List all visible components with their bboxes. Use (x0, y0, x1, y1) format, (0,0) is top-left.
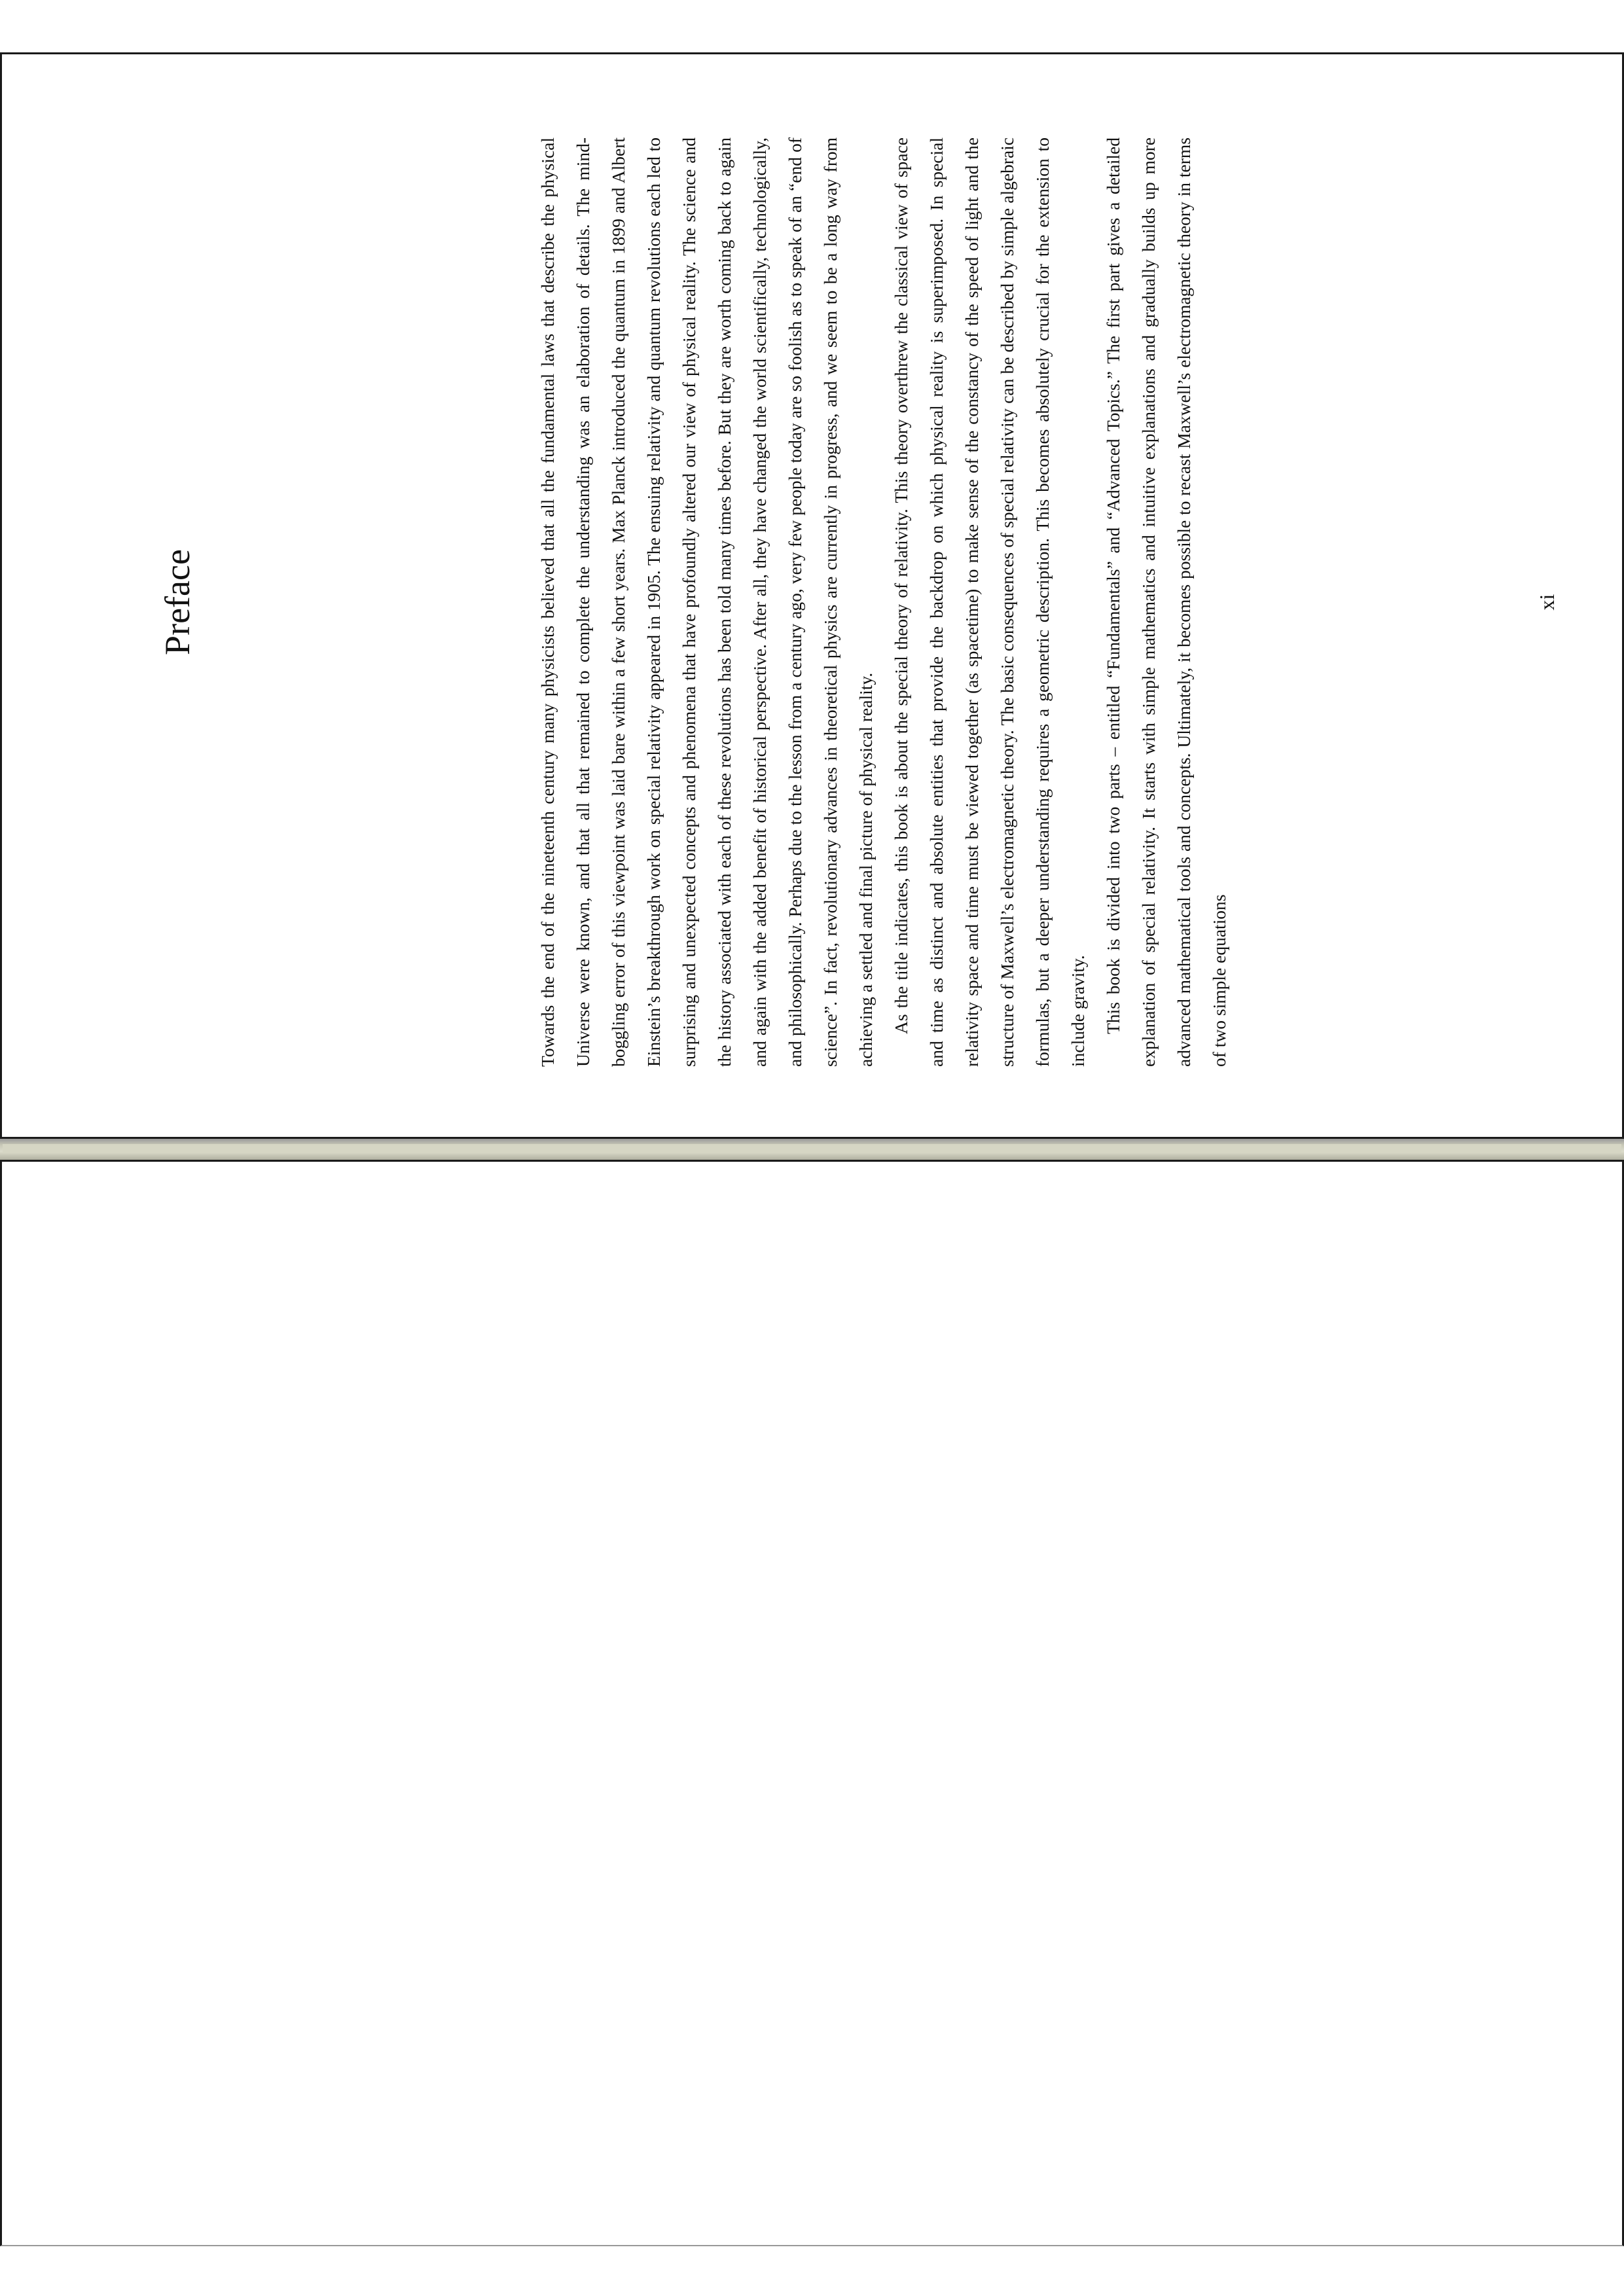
document-page-bottom (0, 1160, 1624, 2246)
paragraph: This book is divided into two parts – entitled “Fundamentals” and “Advanced Topics.” The first part gives a detailed explanation of special relativity. It starts with simple mathematics and intuitive explanations and gradually builds up more advanced mathematical tools and concepts. Ultimately, it becomes possible to recast Maxwell’s electromagnetic theory in terms of two simple equations (1103, 137, 1229, 1067)
body-text (530, 137, 1237, 1067)
rotated-page-content (157, 137, 1559, 1067)
page-number: xi (1535, 594, 1559, 611)
page-title: Preface (158, 549, 197, 655)
paragraph: As the title indicates, this book is about the special theory of relativity. This theory overthrew the classical view of space and time as distinct and absolute entities that provide the backdrop on which physical reality is superimposed. In special relativity space and time must be viewed together (as spacetime) to make sense of the constancy of the speed of light and the structure of Maxwell’s electromagnetic theory. The basic consequences of special relativity can be described by simple algebraic formulas, but a deeper understanding requires a geometric description. This becomes absolutely crucial for the extension to include gravity. (891, 137, 1088, 1067)
page-separator (0, 1139, 1624, 1160)
paragraph: Towards the end of the nineteenth century many physicists believed that all the fundamental laws that describe the physical Universe were known, and that all that remained to complete the understanding was an elaboration of details. The mind-boggling error of this viewpoint was laid bare within a few short years. Max Planck introduced the quantum in 1899 and Albert Einstein’s breakthrough work on special relativity appeared in 1905. The ensuing relativity and quantum revolutions each led to surprising and unexpected concepts and phenomena that have profoundly altered our view of physical reality. The science and the history associated with each of these revolutions has been told many times before. But they are worth coming back to again and again with the added benefit of historical perspective. After all, they have changed the world scientifically, technologically, and philosophically. Perhaps due to the lesson from a century ago, very few people today are so foolish as to speak of an “end of science”. In fact, revolutionary advances in theoretical physics are currently in progress, and we seem to be a long way from achieving a settled and final picture of physical reality. (537, 137, 876, 1067)
